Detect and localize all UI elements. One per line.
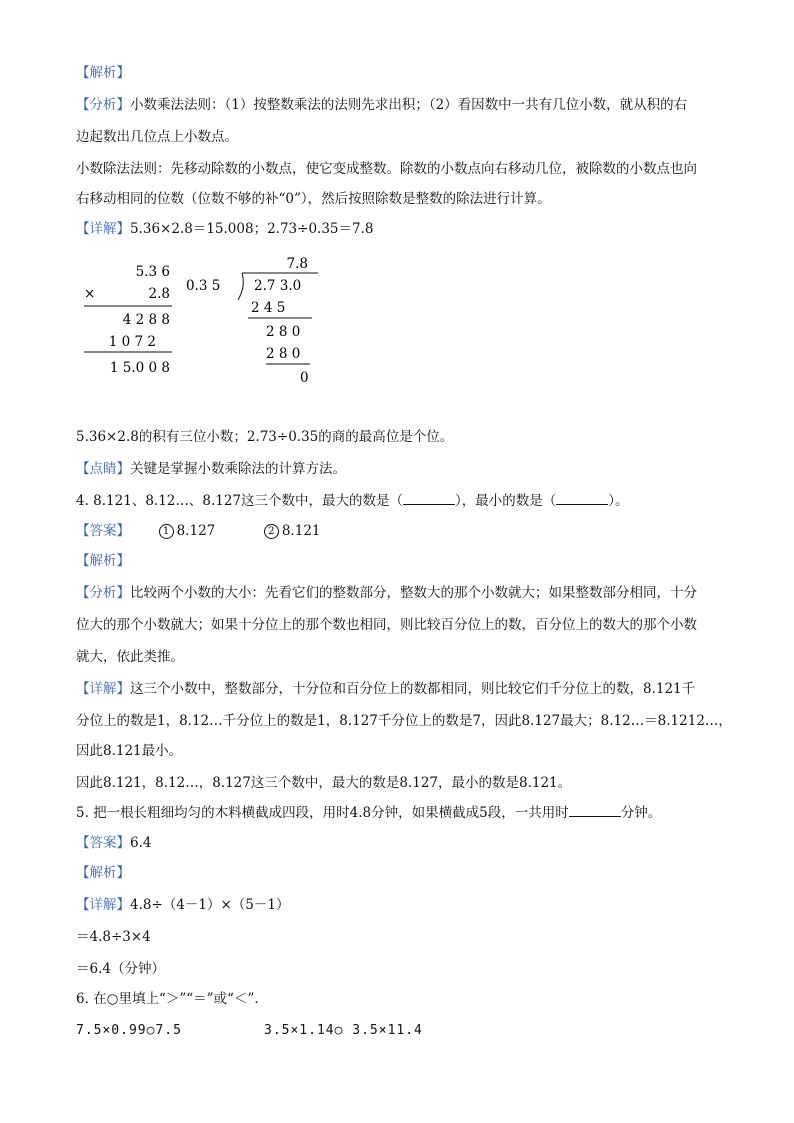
q5-answer: 【答案】6.4 — [76, 835, 152, 851]
mul-result: 1 5.0 0 8 — [109, 360, 170, 376]
analysis-heading: 【解析】 — [76, 65, 130, 81]
div-dividend: 2.7 3.0 — [254, 278, 302, 294]
q4-detail-line: 【详解】这三个小数中，整数部分，十分位和百分位上的数都相同，则比较它们千分位上的数，8.121千 — [76, 681, 696, 697]
question-6: 6. 在○里填上“＞”“＝”或“＜”. — [76, 991, 259, 1007]
q5-detail-line: 【详解】4.8÷（4－1）×（5－1） — [76, 897, 290, 913]
circled-number-2: 2 — [264, 524, 279, 539]
analysis-line: 右移动相同的位数（位数不够的补“0”），然后按照除数是整数的除法进行计算。 — [76, 191, 551, 207]
div-quotient: 7.8 — [286, 256, 308, 272]
q5-step-line: ＝4.8÷3×4 — [76, 929, 151, 945]
q4-answer: 【答案】 1 8.127 2 8.121 — [76, 523, 321, 539]
q5-analysis-heading: 【解析】 — [76, 865, 130, 881]
summary-line: 5.36×2.8的积有三位小数；2.73÷0.35的商的最高位是个位。 — [76, 429, 454, 445]
analysis-line: 小数除法法则：先移动除数的小数点，使它变成整数。除数的小数点向右移动几位，被除数的小数点也向 — [76, 161, 697, 177]
q4-detail-line: 因此8.121，8.12…，8.127这三个数中，最大的数是8.127，最小的数是8.121。 — [76, 775, 572, 791]
mul-partial-2: 1 0 7 2 — [108, 334, 156, 350]
div-subtract-1: 2 4 5 — [251, 300, 286, 316]
div-bracket — [238, 273, 243, 300]
answer-blank — [569, 804, 621, 817]
question-5: 5. 把一根长粗细均匀的木料横截成四段，用时4.8分钟，如果横截成5段，一共用时 分钟。 — [76, 805, 662, 821]
div-remainder-1: 2 8 0 — [266, 324, 301, 340]
div-subtract-2: 2 8 0 — [266, 346, 301, 362]
question-4: 4. 8.121、8.12…、8.127这三个数中，最大的数是（ ），最小的数是（ ）。 — [76, 493, 629, 509]
q6-expression-1: 7.5×0.99○7.5 — [76, 1023, 182, 1038]
q4-analysis-line: 位大的那个小数就大；如果十分位上的那个数也相同，则比较百分位上的数，百分位上的数大的那个小数 — [76, 617, 697, 633]
div-divisor: 0.3 5 — [186, 278, 221, 294]
answer-blank — [403, 492, 455, 505]
analysis-line: 【分析】小数乘法法则：（1）按整数乘法的法则先求出积；（2）看因数中一共有几位小数，就从积的右 — [76, 97, 688, 113]
mul-operator: × — [84, 286, 96, 302]
detail-line: 【详解】5.36×2.8＝15.008；2.73÷0.35＝7.8 — [76, 221, 374, 237]
div-remainder-2: 0 — [300, 370, 309, 386]
mul-factor-a: 5.3 6 — [135, 264, 170, 280]
analysis-line: 边起数出几位点上小数点。 — [76, 129, 238, 145]
q4-detail-line: 分位上的数是1，8.12…千分位上的数是1，8.127千分位上的数是7，因此8.127最大；8.12…＝8.1212…， — [76, 713, 732, 729]
circled-number-1: 1 — [159, 524, 174, 539]
vertical-calculation — [76, 254, 336, 394]
q6-expression-2: 3.5×1.14○ 3.5×11.4 — [264, 1023, 423, 1038]
q5-step-line: ＝6.4（分钟） — [76, 961, 165, 977]
remark-line: 【点睛】关键是掌握小数乘除法的计算方法。 — [76, 461, 346, 477]
answer-blank — [556, 492, 608, 505]
mul-partial-1: 4 2 8 8 — [122, 312, 170, 328]
q4-analysis-line: 【分析】比较两个小数的大小：先看它们的整数部分，整数大的那个小数就大；如果整数部分相同，十分 — [76, 585, 697, 601]
q4-analysis-line: 就大，依此类推。 — [76, 649, 184, 665]
q4-detail-line: 因此8.121最小。 — [76, 743, 183, 759]
mul-factor-b: 2.8 — [148, 286, 170, 302]
q4-analysis-heading: 【解析】 — [76, 553, 130, 569]
